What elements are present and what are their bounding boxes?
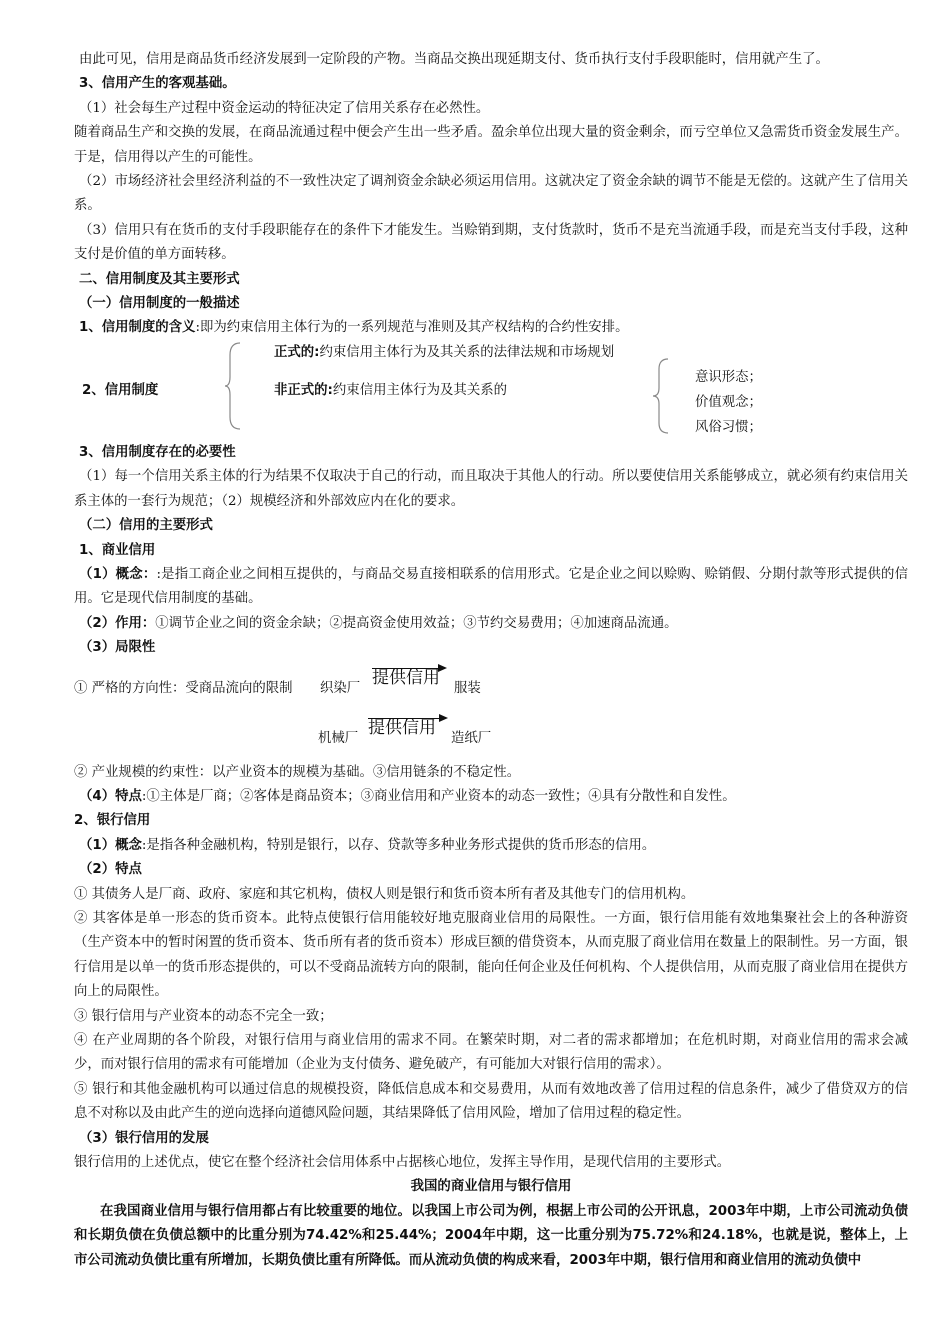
paragraph: ② 其客体是单一形态的货币资本。此特点使银行信用能较好地克服商业信用的局限性。一方面，银行信用能有效地集聚社会上的各种游资（生产资本中的暂时闲置的货币资本、货币所有者的货币资本）形成巨额的借贷资本，从而克服了商业信用在数量上的限制性。另一方面，银行信用是以单一的货币形态提供的，可以不受商品流转方向的限制，能向任何企业及任何机构、个人提供信用，从而克服了商业信用在提供方向上的局限性。	[74, 910, 908, 1000]
role-label: （2）作用：	[79, 615, 156, 631]
concept-text: :是指各种金融机构，特别是银行，以存、贷款等多种业务形式提供的货币形态的信用。	[141, 837, 656, 853]
limit-text: ① 严格的方向性：受商品流向的限制	[74, 680, 293, 696]
paragraph: ④ 在产业周期的各个阶段，对银行信用与商业信用的需求不同。在繁荣时期，对二者的需求都增加；在危机时期，对商业信用的需求会减少，而对银行信用的需求有可能增加（企业为支付债务、避免破产，有可能加大对银行信用的需求）。	[74, 1033, 908, 1073]
diagram-item: 价值观念；	[695, 394, 762, 410]
diagram-item: 风俗习惯；	[695, 419, 762, 435]
diagram-item: 意识形态；	[695, 369, 762, 385]
credit-system-diagram	[74, 341, 908, 441]
paragraph: ⑤ 银行和其他金融机构可以通过信息的规模投资，降低信息成本和交易费用，从而有效地改善了信用过程的信息条件，减少了借贷双方的信息不对称以及由此产生的逆向选择向道德风险问题，其结果降低了信用风险，增加了信用过程的稳定性。	[74, 1081, 908, 1122]
section-heading: （一）信用制度的一般描述	[79, 296, 240, 312]
case-paragraph: 在我国商业信用与银行信用都占有比较重要的地位。以我国上市公司为例，根据上市公司的公开讯息，2003年中期，上市公司流动负债和长期负债在负债总额中的比重分别为74.42%和25.44%；2004年中期，这一比重分别为75.72%和24.18%，也就是说，整体上，上市公司流动负债比重有所增加，长期负债比重有所降低。而从流动负债的构成来看，2003年中期，银行信用和商业信用的流动负债中	[74, 1203, 908, 1268]
paragraph: （1）社会每生产过程中资金运动的特征决定了信用关系存在必然性。	[79, 100, 490, 116]
section-heading: （二）信用的主要形式	[79, 518, 213, 534]
arrow-to: 造纸厂	[451, 730, 492, 746]
limit-arrow-row-2	[74, 711, 908, 761]
case-title: 我国的商业信用与银行信用	[410, 1179, 572, 1195]
paragraph: （2）市场经济社会里经济利益的不一致性决定了调剂资金余缺必须运用信用。这就决定了资金余缺的调节不能是无偿的。这就产生了信用关系。	[74, 174, 908, 214]
paragraph	[74, 563, 908, 612]
feature-label: （4）特点	[79, 788, 142, 804]
paragraph	[74, 834, 908, 858]
section-heading: 1、商业信用	[79, 542, 156, 558]
arrow-line	[372, 668, 439, 669]
arrow-line	[368, 718, 440, 719]
informal-line	[274, 379, 507, 403]
arrow-label: 提供信用	[368, 717, 436, 738]
limit-arrow-row-1	[74, 661, 908, 711]
paragraph: 由此可见，信用是商品货币经济发展到一定阶段的产物。当商品交换出现延期支付、货币执行支付手段职能时，信用就产生了。	[79, 52, 829, 67]
arrow-from: 织染厂	[320, 680, 361, 696]
paragraph	[74, 612, 908, 636]
role-text: ①调节企业之间的资金余缺；②提高资金使用效益；③节约交易费用；④加速商品流通。	[155, 615, 678, 631]
feature-text: :①主体是厂商；②客体是商品资本；③商业信用和产业资本的动态一致性；④具有分散性和自发性。	[141, 788, 736, 804]
section-heading: 3、信用制度存在的必要性	[79, 444, 236, 460]
section-heading: 二、信用制度及其主要形式	[79, 271, 240, 287]
definition-line	[74, 316, 908, 340]
right-brace-icon	[652, 357, 672, 437]
section-heading: （3）局限性	[79, 640, 156, 656]
paragraph: ② 产业规模的约束性：以产业资本的规模为基础。③信用链条的不稳定性。	[74, 764, 521, 780]
formal-text: 约束信用主体行为及其关系的法律法规和市场规划	[319, 344, 615, 360]
section-heading: （2）特点	[79, 862, 142, 878]
paragraph: （3）信用只有在货币的支付手段职能存在的条件下才能发生。当赊销到期，支付货款时，货币不是充当流通手段，而是充当支付手段，这种支付是价值的单方面转移。	[74, 222, 908, 263]
paragraph: ③ 银行信用与产业资本的动态不完全一致；	[74, 1008, 333, 1024]
definition-text: :即为约束信用主体行为的一系列规范与准则及其产权结构的合约性安排。	[195, 320, 629, 336]
left-brace-icon	[224, 341, 244, 431]
formal-line	[274, 341, 614, 365]
paragraph: （1）每一个信用关系主体的行为结果不仅取决于自己的行动，而且取决于其他人的行动。所以要使信用关系能够成立，就必须有约束信用关系主体的一套行为规范；（2）规模经济和外部效应内在化的要求。	[74, 469, 908, 509]
concept-label: （1）概念：	[79, 566, 157, 582]
informal-text: 约束信用主体行为及其关系的	[332, 382, 507, 398]
definition-label: 1、信用制度的含义	[79, 320, 196, 336]
arrow-label: 提供信用	[372, 667, 440, 688]
arrow-head-icon	[439, 714, 448, 722]
formal-label: 正式的:	[274, 344, 320, 360]
diagram-root-label: 2、信用制度	[82, 382, 159, 398]
paragraph	[74, 785, 908, 809]
section-heading: 2、银行信用	[74, 813, 151, 829]
arrow-head-icon	[438, 664, 447, 672]
document-body	[74, 0, 908, 1273]
paragraph: 随着商品生产和交换的发展，在商品流通过程中便会产生出一些矛盾。盈余单位出现大量的资金剩余，而亏空单位又急需货币资金发展生产。于是，信用得以产生的可能性。	[74, 125, 908, 165]
section-heading: （3）银行信用的发展	[79, 1130, 209, 1146]
arrow-to: 服装	[454, 680, 481, 696]
paragraph: 银行信用的上述优点，使它在整个经济社会信用体系中占据核心地位，发挥主导作用，是现代信用的主要形式。	[74, 1155, 731, 1171]
concept-text: :是指工商企业之间相互提供的，与商品交易直接相联系的信用形式。它是企业之间以赊购、赊销假、分期付款等形式提供的信用。它是现代信用制度的基础。	[74, 566, 908, 607]
paragraph: ① 其债务人是厂商、政府、家庭和其它机构，债权人则是银行和货币资本所有者及其他专门的信用机构。	[74, 886, 695, 902]
concept-label: （1）概念	[79, 837, 142, 853]
section-heading: 3、信用产生的客观基础。	[79, 76, 236, 92]
arrow-from: 机械厂	[318, 730, 359, 746]
informal-label: 非正式的:	[274, 382, 333, 398]
